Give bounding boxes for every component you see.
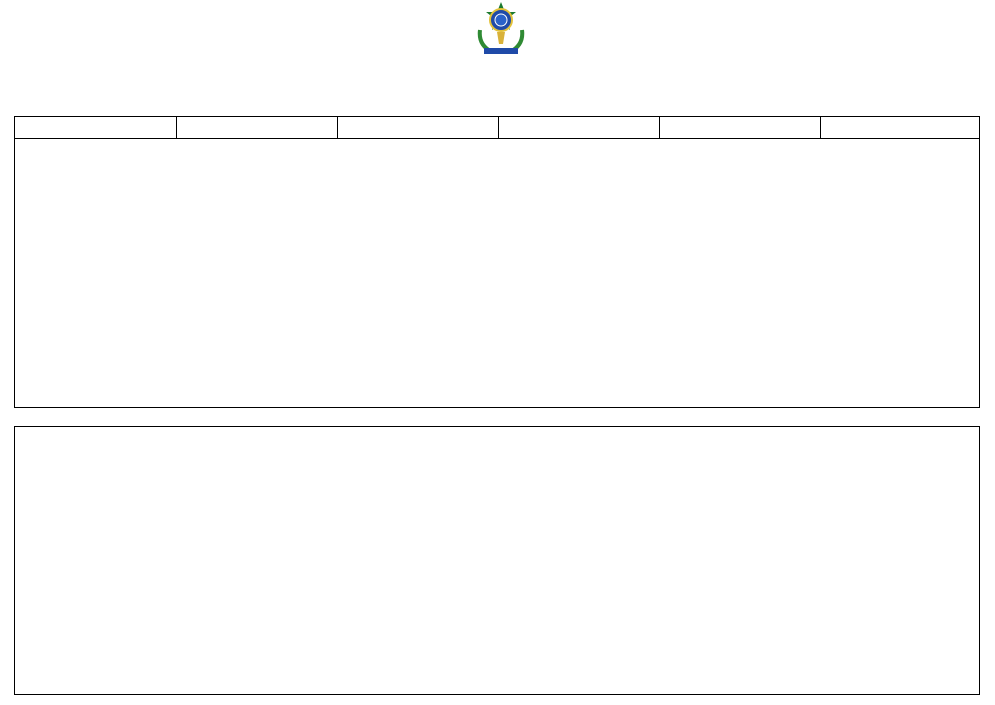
calendar-block-bottom [14,426,980,695]
blank-header-row [15,117,979,139]
calendar-block-top [14,116,980,408]
brazil-coat-of-arms-icon [470,0,532,58]
